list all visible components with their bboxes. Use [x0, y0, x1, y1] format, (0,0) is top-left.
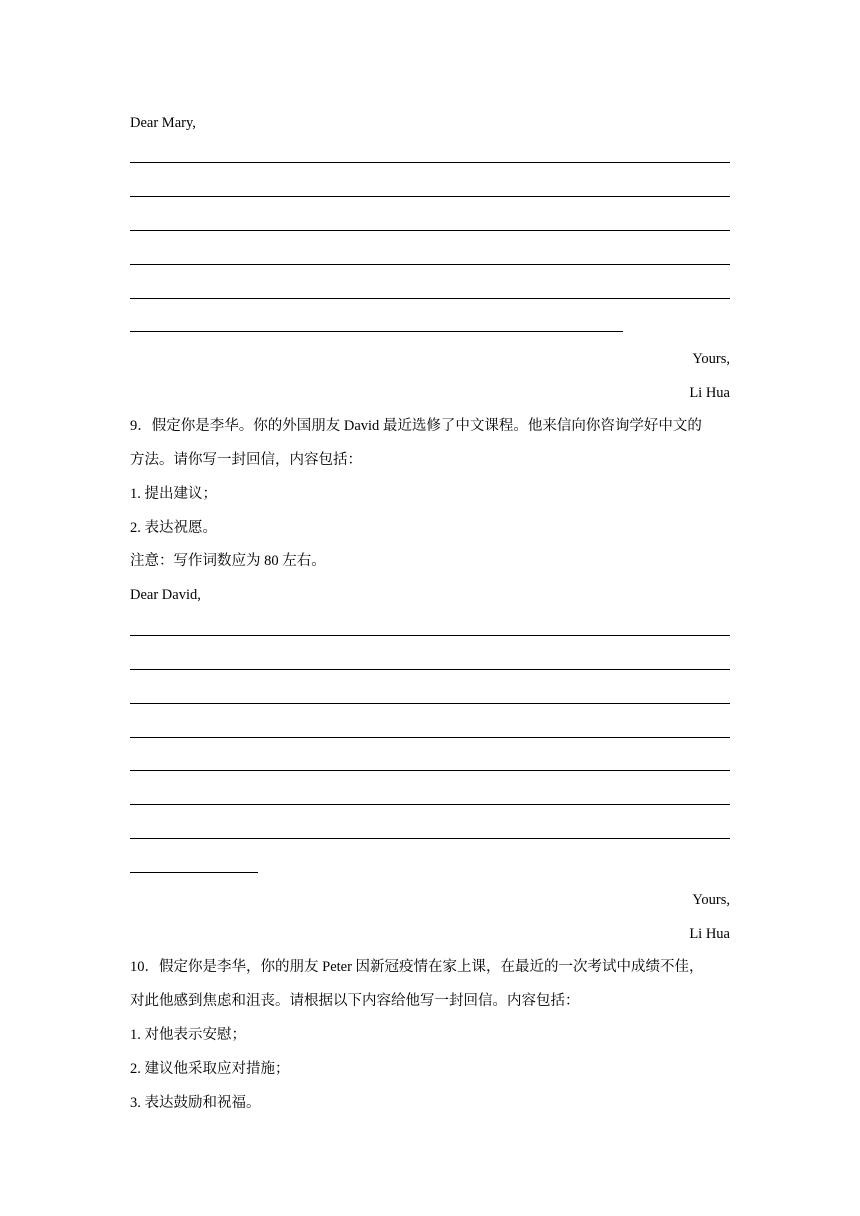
- signature-li-hua: Li Hua: [689, 385, 730, 401]
- q9-prompt-line2: 方法。请你写一封回信，内容包括：: [130, 452, 362, 468]
- writing-line-short[interactable]: [130, 331, 623, 332]
- q9-prompt-line1: 9．假定你是李华。你的外国朋友 David 最近选修了中文课程。他来信向你咨询学好中文的: [130, 418, 702, 434]
- writing-line[interactable]: [130, 298, 730, 299]
- writing-line[interactable]: [130, 264, 730, 265]
- salutation-mary: Dear Mary,: [130, 115, 196, 131]
- writing-line[interactable]: [130, 838, 730, 839]
- q10-prompt-line2: 对此他感到焦虑和沮丧。请根据以下内容给他写一封回信。内容包括：: [130, 993, 580, 1009]
- writing-line[interactable]: [130, 230, 730, 231]
- q9-item-2: 2. 表达祝愿。: [130, 520, 217, 536]
- closing-yours: Yours,: [692, 892, 730, 908]
- q10-item-1: 1. 对他表示安慰；: [130, 1027, 246, 1043]
- salutation-david: Dear David,: [130, 587, 201, 603]
- writing-line[interactable]: [130, 737, 730, 738]
- q10-item-2: 2. 建议他采取应对措施；: [130, 1061, 290, 1077]
- q9-note: 注意：写作词数应为 80 左右。: [130, 553, 326, 569]
- writing-line[interactable]: [130, 770, 730, 771]
- writing-line[interactable]: [130, 804, 730, 805]
- writing-line[interactable]: [130, 635, 730, 636]
- q10-prompt-line1: 10．假定你是李华，你的朋友 Peter 因新冠疫情在家上课，在最近的一次考试中成绩不佳，: [130, 959, 704, 975]
- closing-yours: Yours,: [692, 351, 730, 367]
- writing-line[interactable]: [130, 196, 730, 197]
- writing-line[interactable]: [130, 162, 730, 163]
- q10-item-3: 3. 表达鼓励和祝福。: [130, 1095, 261, 1111]
- q9-item-1: 1. 提出建议；: [130, 486, 217, 502]
- writing-line-short[interactable]: [130, 872, 258, 873]
- signature-li-hua: Li Hua: [689, 926, 730, 942]
- writing-line[interactable]: [130, 703, 730, 704]
- writing-line[interactable]: [130, 669, 730, 670]
